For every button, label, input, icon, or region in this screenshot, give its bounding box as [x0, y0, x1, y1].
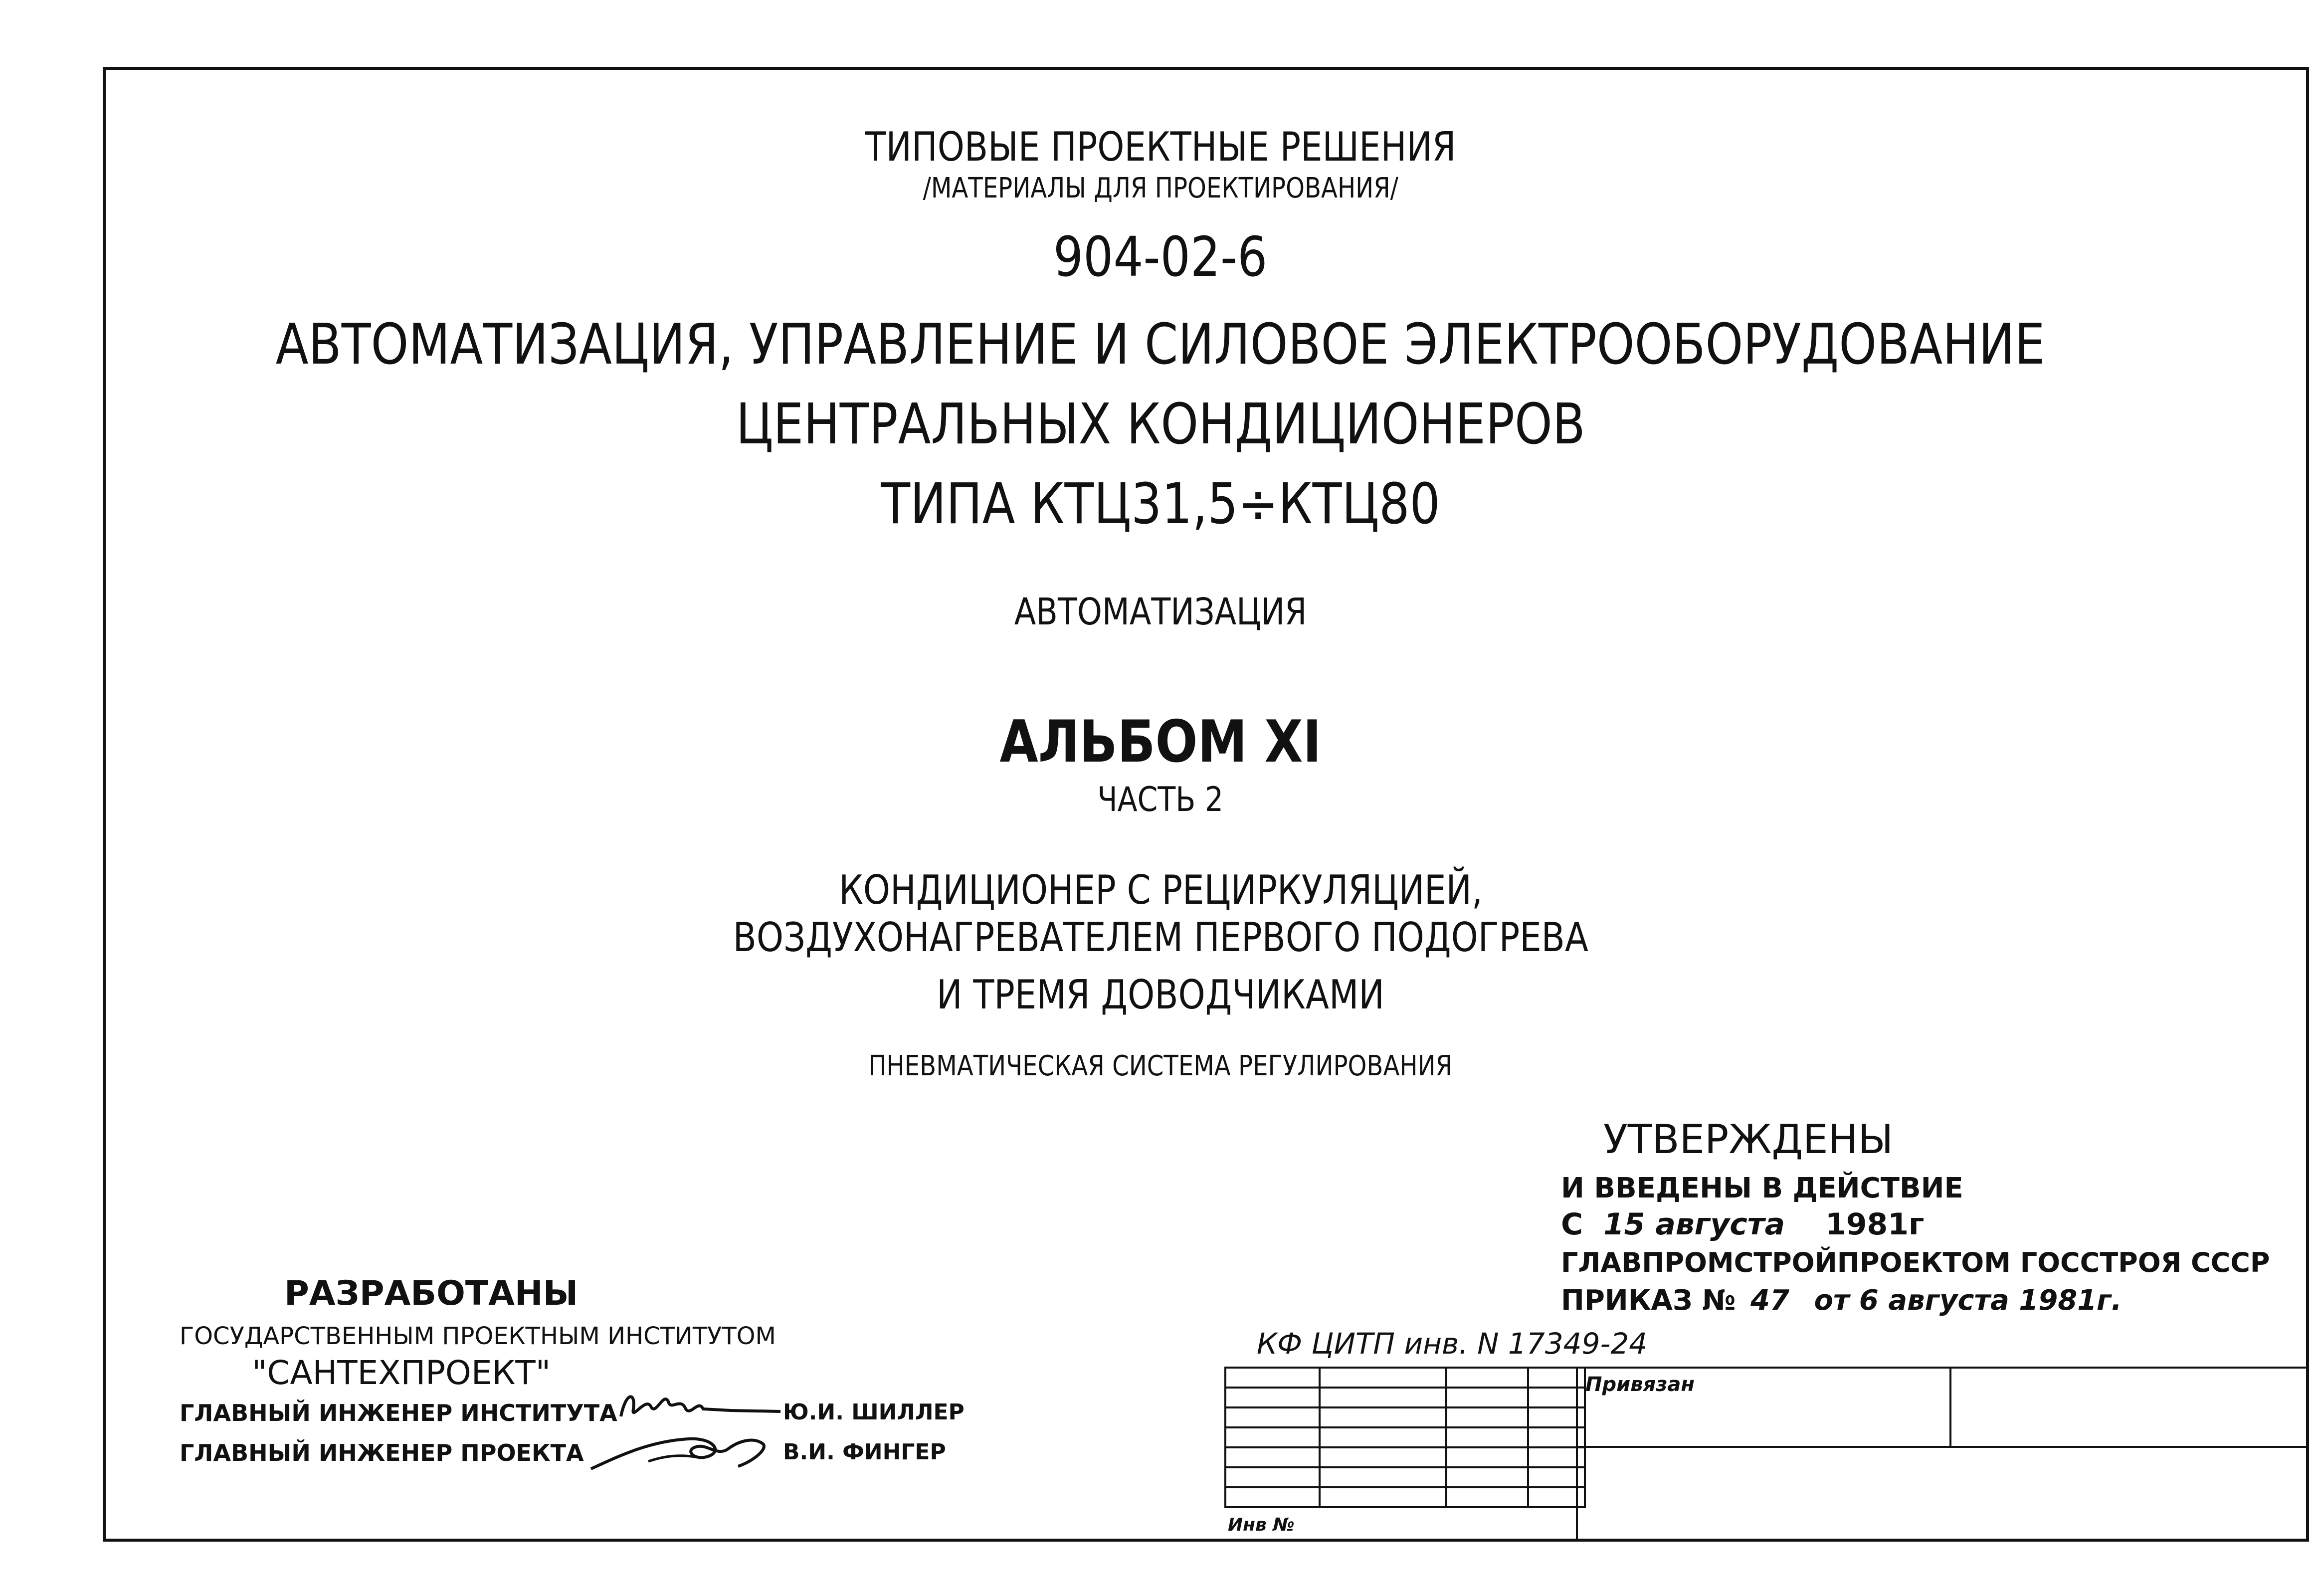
album-part: ЧАСТЬ 2: [1097, 780, 1224, 819]
signature-institute-engineer: [616, 1382, 785, 1426]
document-code: 904-02-6: [1053, 225, 1268, 289]
subject-line-3: И ТРЕМЯ ДОВОДЧИКАМИ: [937, 972, 1384, 1018]
chief-engineer-project-role: ГЛАВНЫЙ ИНЖЕНЕР ПРОЕКТА: [180, 1439, 584, 1466]
registry-line: КФ ЦИТП инв. N 17349-24: [1257, 1327, 1648, 1361]
subject-line-1: КОНДИЦИОНЕР С РЕЦИРКУЛЯЦИЕЙ,: [838, 867, 1483, 913]
approval-heading: УТВЕРЖДЕНЫ: [1603, 1116, 1894, 1163]
approval-line-1: И ВВЕДЕНЫ В ДЕЙСТВИЕ: [1561, 1172, 1963, 1204]
developer-institute-name: "САНТЕХПРОЕКТ": [252, 1354, 551, 1392]
stamp-attached-box: [1576, 1367, 2309, 1542]
stamp-grid: [1224, 1367, 1586, 1508]
stamp-cell: [1225, 1368, 1320, 1388]
materials-line: /МАТЕРИАЛЫ ДЛЯ ПРОЕКТИРОВАНИЯ/: [923, 172, 1398, 204]
regulation-system: ПНЕВМАТИЧЕСКАЯ СИСТЕМА РЕГУЛИРОВАНИЯ: [868, 1050, 1453, 1082]
title-line-2: ЦЕНТРАЛЬНЫХ КОНДИЦИОНЕРОВ: [736, 392, 1585, 457]
approval-authority: ГЛАВПРОМСТРОЙПРОЕКТОМ ГОССТРОЯ СССР: [1561, 1247, 2270, 1278]
inventory-label: Инв №: [1228, 1515, 1295, 1535]
stamp-divider: [1578, 1446, 2309, 1448]
stamp-cell: [1320, 1368, 1446, 1388]
section-title: АВТОМАТИЗАЦИЯ: [1014, 591, 1307, 633]
chief-engineer-institute-name: Ю.И. ШИЛЛЕР: [783, 1399, 965, 1425]
chief-engineer-institute-role: ГЛАВНЫЙ ИНЖЕНЕР ИНСТИТУТА: [180, 1399, 617, 1426]
approval-date-line: С 15 августа 1981г: [1561, 1207, 1925, 1242]
series-line: ТИПОВЫЕ ПРОЕКТНЫЕ РЕШЕНИЯ: [865, 124, 1456, 170]
signature-project-engineer: [588, 1421, 778, 1476]
developer-heading: РАЗРАБОТАНЫ: [284, 1274, 579, 1313]
stamp-divider: [1949, 1369, 1951, 1446]
subject-line-2: ВОЗДУХОНАГРЕВАТЕЛЕМ ПЕРВОГО ПОДОГРЕВА: [733, 914, 1588, 961]
chief-engineer-project-name: В.И. ФИНГЕР: [783, 1439, 946, 1465]
album-title: АЛЬБОМ XI: [999, 708, 1322, 776]
title-line-1: АВТОМАТИЗАЦИЯ, УПРАВЛЕНИЕ И СИЛОВОЕ ЭЛЕКТРООБОРУДОВАНИЕ: [276, 312, 2045, 377]
approval-order-line: ПРИКАЗ № 47 от 6 августа 1981г.: [1561, 1284, 2122, 1317]
stamp-cell: [1446, 1368, 1528, 1388]
developer-institute-line: ГОСУДАРСТВЕННЫМ ПРОЕКТНЫМ ИНСТИТУТОМ: [180, 1322, 776, 1350]
title-line-3: ТИПА КТЦ31,5÷КТЦ80: [881, 472, 1440, 537]
attached-label: Привязан: [1585, 1373, 1695, 1396]
